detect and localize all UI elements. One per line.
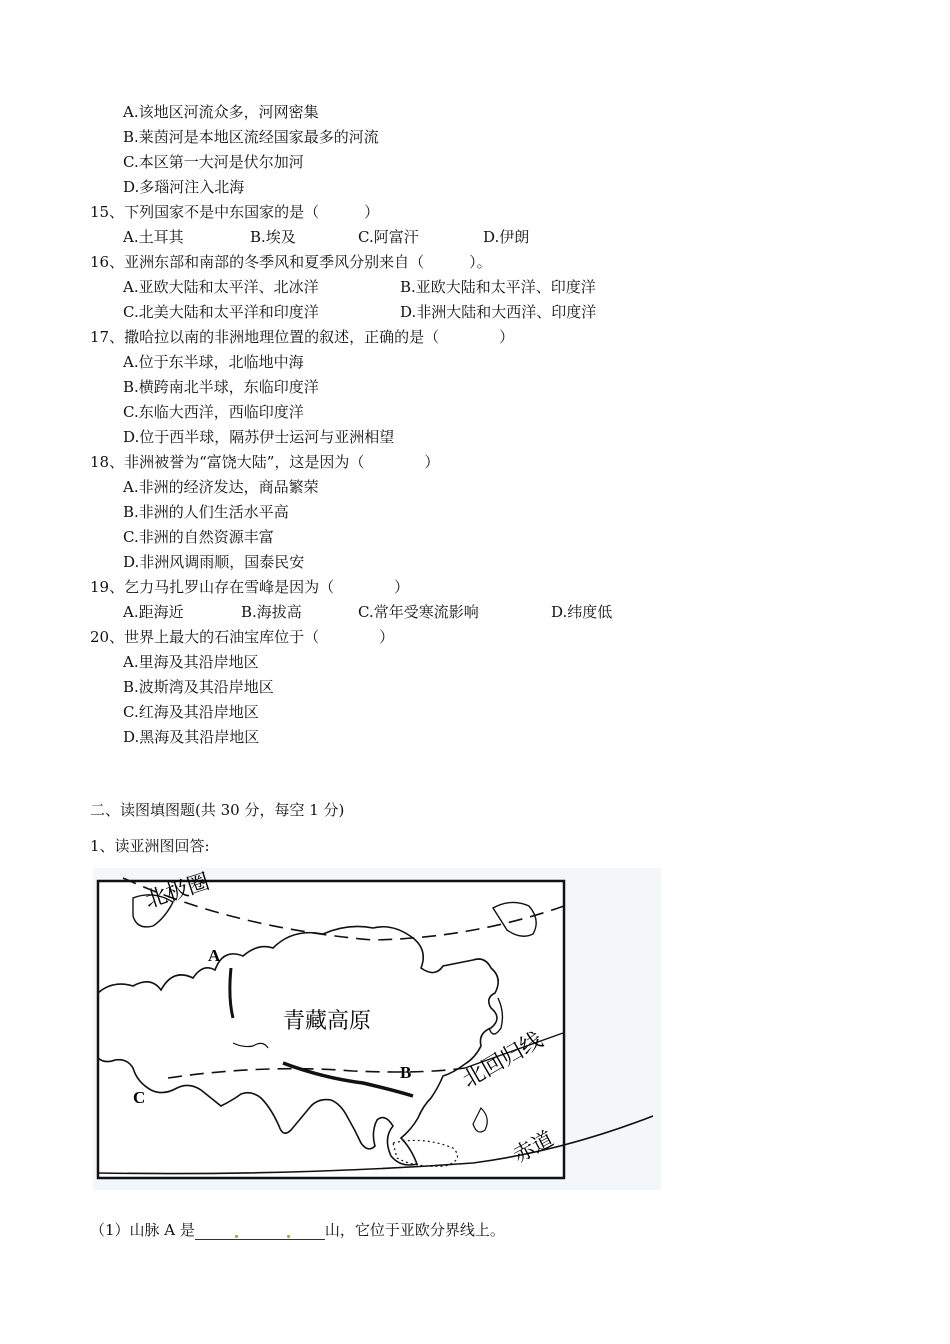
q20-option-a: A.里海及其沿岸地区	[123, 653, 259, 671]
label-tropic: 北回归线	[458, 1026, 547, 1093]
fill-q1	[90, 1220, 505, 1240]
q19-option-c: C.常年受寒流影响	[358, 603, 479, 621]
q18-option-b: B.非洲的人们生活水平高	[123, 503, 289, 521]
fill-q1-prefix: （1）山脉 A 是	[90, 1221, 195, 1239]
q14-option-b: B.莱茵河是本地区流经国家最多的河流	[123, 128, 379, 146]
fill-q1-suffix: 山，它位于亚欧分界线上。	[324, 1221, 505, 1239]
q16-option-b: B.亚欧大陆和太平洋、印度洋	[400, 278, 596, 296]
q20-stem: 20、世界上最大的石油宝库位于（ ）	[90, 628, 395, 646]
q20-option-c: C.红海及其沿岸地区	[123, 703, 259, 721]
q20-option-b: B.波斯湾及其沿岸地区	[123, 678, 274, 696]
q15-stem: 15、下列国家不是中东国家的是（ ）	[90, 203, 380, 221]
label-C: C	[133, 1088, 146, 1107]
q17-option-d: D.位于西半球，隔苏伊士运河与亚洲相望	[123, 428, 395, 446]
q19-option-b: B.海拔高	[241, 603, 302, 621]
asia-map	[93, 868, 661, 1190]
q15-option-d: D.伊朗	[483, 228, 530, 246]
q19-option-d: D.纬度低	[551, 603, 613, 621]
q18-option-c: C.非洲的自然资源丰富	[123, 528, 274, 546]
label-B: B	[400, 1063, 412, 1082]
q17-option-b: B.横跨南北半球，东临印度洋	[123, 378, 319, 396]
q14-option-a: A.该地区河流众多，河网密集	[123, 103, 319, 121]
q16-option-c: C.北美大陆和太平洋和印度洋	[123, 303, 319, 321]
blank-dot	[235, 1235, 238, 1238]
q15-option-b: B.埃及	[250, 228, 296, 246]
section2-q1: 1、读亚洲图回答:	[90, 837, 210, 855]
label-A: A	[208, 946, 221, 965]
q17-option-a: A.位于东半球，北临地中海	[123, 353, 304, 371]
q17-option-c: C.东临大西洋，西临印度洋	[123, 403, 304, 421]
label-equator: 赤道	[509, 1127, 558, 1168]
blank-dot	[287, 1235, 290, 1238]
q16-option-a: A.亚欧大陆和太平洋、北冰洋	[123, 278, 319, 296]
q16-stem: 16、亚洲东部和南部的冬季风和夏季风分别来自（ ）。	[90, 253, 492, 271]
q18-stem: 18、非洲被誉为“富饶大陆”，这是因为（ ）	[90, 453, 440, 471]
q15-option-a: A.土耳其	[123, 228, 184, 246]
q14-option-c: C.本区第一大河是伏尔加河	[123, 153, 304, 171]
answer-blank[interactable]	[195, 1223, 325, 1240]
q16-option-d: D.非洲大陆和大西洋、印度洋	[400, 303, 597, 321]
q20-option-d: D.黑海及其沿岸地区	[123, 728, 260, 746]
q19-option-a: A.距海近	[123, 603, 184, 621]
label-plateau: 青藏高原	[283, 1008, 372, 1033]
q18-option-a: A.非洲的经济发达，商品繁荣	[123, 478, 319, 496]
asia-map-drawing	[93, 868, 661, 1190]
q18-option-d: D.非洲风调雨顺，国泰民安	[123, 553, 305, 571]
q17-stem: 17、撒哈拉以南的非洲地理位置的叙述，正确的是（ ）	[90, 328, 515, 346]
section2-title: 二、读图填图题(共 30 分，每空 1 分)	[90, 801, 345, 819]
q19-stem: 19、乞力马扎罗山存在雪峰是因为（ ）	[90, 578, 410, 596]
q15-option-c: C.阿富汗	[358, 228, 419, 246]
q14-option-d: D.多瑙河注入北海	[123, 178, 245, 196]
label-arctic: 北极圈	[141, 868, 213, 913]
